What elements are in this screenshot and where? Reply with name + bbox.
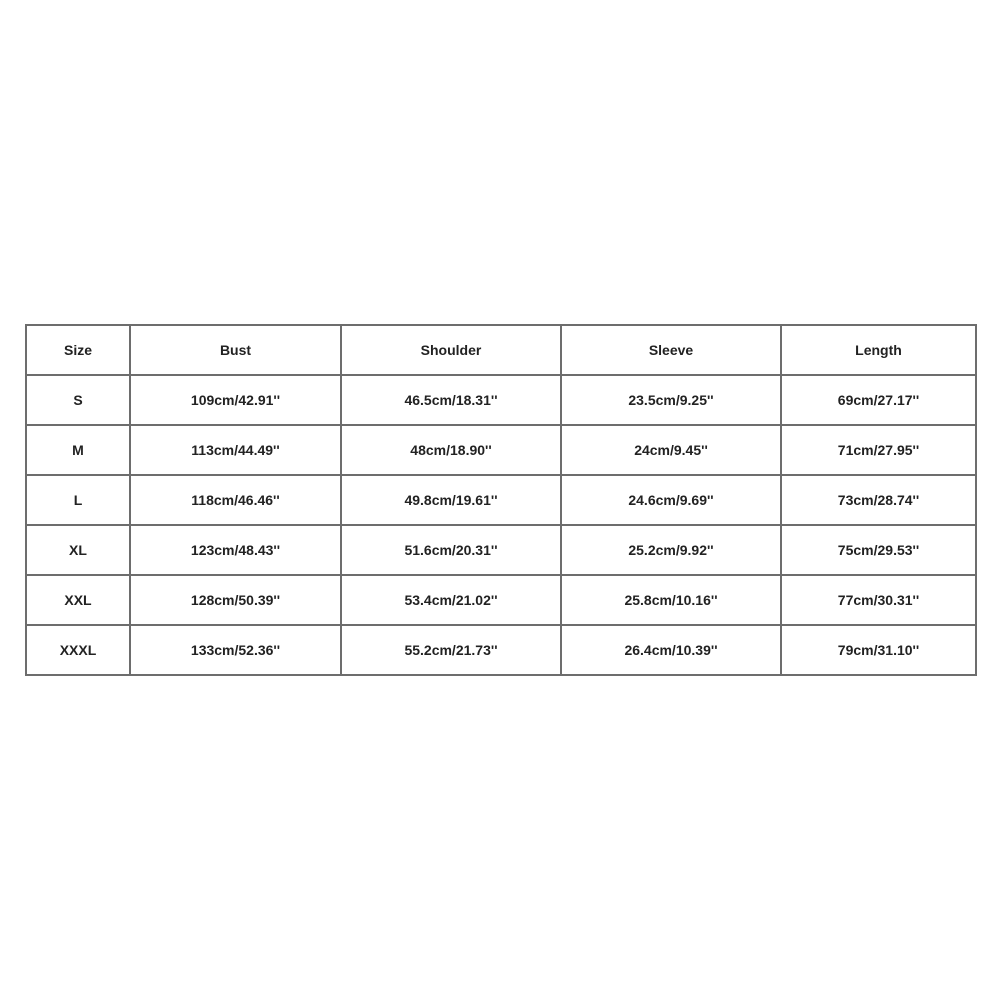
table-row	[26, 375, 976, 425]
size-cell: S	[26, 375, 130, 425]
shoulder-cell: 55.2cm/21.73''	[341, 625, 561, 675]
sleeve-cell: 25.8cm/10.16''	[561, 575, 781, 625]
size-cell: M	[26, 425, 130, 475]
length-cell: 77cm/30.31''	[781, 575, 976, 625]
length-cell: 69cm/27.17''	[781, 375, 976, 425]
shoulder-cell: 49.8cm/19.61''	[341, 475, 561, 525]
header-sleeve: Sleeve	[561, 325, 781, 375]
size-chart-table	[25, 324, 977, 676]
shoulder-cell: 48cm/18.90''	[341, 425, 561, 475]
sleeve-cell: 23.5cm/9.25''	[561, 375, 781, 425]
table-row	[26, 525, 976, 575]
header-length: Length	[781, 325, 976, 375]
header-size: Size	[26, 325, 130, 375]
header-bust: Bust	[130, 325, 341, 375]
bust-cell: 128cm/50.39''	[130, 575, 341, 625]
table-row	[26, 475, 976, 525]
bust-cell: 113cm/44.49''	[130, 425, 341, 475]
bust-cell: 123cm/48.43''	[130, 525, 341, 575]
sleeve-cell: 24.6cm/9.69''	[561, 475, 781, 525]
size-cell: XL	[26, 525, 130, 575]
length-cell: 79cm/31.10''	[781, 625, 976, 675]
size-cell: XXXL	[26, 625, 130, 675]
size-cell: XXL	[26, 575, 130, 625]
bust-cell: 133cm/52.36''	[130, 625, 341, 675]
table-row	[26, 625, 976, 675]
table-row	[26, 575, 976, 625]
header-shoulder: Shoulder	[341, 325, 561, 375]
length-cell: 71cm/27.95''	[781, 425, 976, 475]
header-row	[26, 325, 976, 375]
bust-cell: 118cm/46.46''	[130, 475, 341, 525]
shoulder-cell: 53.4cm/21.02''	[341, 575, 561, 625]
shoulder-cell: 51.6cm/20.31''	[341, 525, 561, 575]
sleeve-cell: 25.2cm/9.92''	[561, 525, 781, 575]
sleeve-cell: 26.4cm/10.39''	[561, 625, 781, 675]
length-cell: 73cm/28.74''	[781, 475, 976, 525]
sleeve-cell: 24cm/9.45''	[561, 425, 781, 475]
table-row	[26, 425, 976, 475]
bust-cell: 109cm/42.91''	[130, 375, 341, 425]
length-cell: 75cm/29.53''	[781, 525, 976, 575]
size-cell: L	[26, 475, 130, 525]
shoulder-cell: 46.5cm/18.31''	[341, 375, 561, 425]
